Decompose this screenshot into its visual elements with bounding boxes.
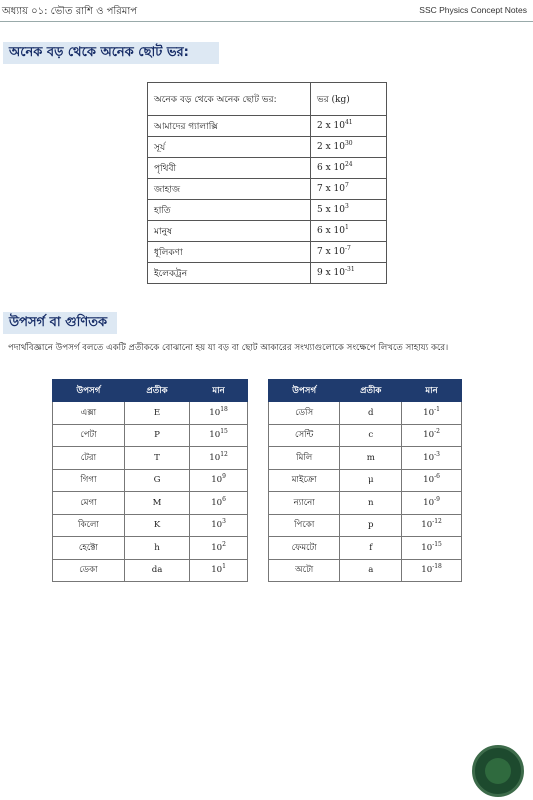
prefix-value-base: 10 — [209, 452, 221, 463]
mass-value-exponent: 1 — [344, 224, 349, 231]
prefix-value — [190, 514, 248, 537]
prefix-value — [402, 492, 462, 515]
mass-value-exponent: -31 — [344, 266, 355, 273]
prefix-symbol: μ — [340, 469, 402, 492]
prefix-symbol: G — [124, 469, 189, 492]
prefix-value-exponent: -2 — [434, 428, 440, 436]
prefix-name: হেক্টো — [53, 537, 125, 560]
prefix-value-exponent: 2 — [222, 540, 226, 548]
prefix-symbol: P — [124, 424, 189, 447]
prefix-value-base: 10 — [211, 520, 223, 531]
prefix-value — [402, 469, 462, 492]
mass-row — [148, 221, 387, 242]
mass-table — [147, 82, 387, 284]
mass-object-name: ইলেকট্রন — [148, 263, 311, 284]
prefix-name: ডেসি — [269, 402, 340, 425]
mass-object-name: মানুষ — [148, 221, 311, 242]
prefix-row — [53, 424, 248, 447]
prefix-value-base: 10 — [209, 430, 221, 441]
prefix-name: সেন্টি — [269, 424, 340, 447]
mass-row — [148, 200, 387, 221]
mass-value-base: 5 x 10 — [317, 205, 345, 215]
prefix-row — [53, 469, 248, 492]
mass-value — [311, 242, 387, 263]
prefix-value-base: 10 — [423, 475, 435, 486]
mass-header-object: অনেক বড় থেকে অনেক ছোট ভর: — [148, 83, 311, 116]
prefix-name: মিলি — [269, 447, 340, 470]
prefix-table-large — [52, 379, 248, 582]
chapter-title: অধ্যায় ০১: ভৌত রাশি ও পরিমাপ — [2, 6, 138, 17]
mass-object-name: পৃথিবী — [148, 158, 311, 179]
prefix-row — [53, 492, 248, 515]
mass-value-exponent: 7 — [344, 182, 349, 189]
prefix-value-exponent: 9 — [222, 473, 226, 481]
prefix-row — [53, 559, 248, 582]
prefix-symbol: T — [124, 447, 189, 470]
mass-value-base: 6 x 10 — [317, 226, 345, 236]
prefix-symbol: E — [124, 402, 189, 425]
logo-inner-circle — [485, 758, 511, 784]
header-divider — [0, 21, 533, 22]
prefix-row — [269, 492, 462, 515]
prefix-value-exponent: 12 — [220, 450, 228, 458]
prefix-value-exponent: -6 — [434, 473, 440, 481]
prefix-value-base: 10 — [421, 565, 433, 576]
mass-row — [148, 158, 387, 179]
page-header — [0, 0, 533, 22]
prefix-value — [402, 537, 462, 560]
prefix-value-base: 10 — [421, 542, 433, 553]
prefix-value-exponent: 1 — [222, 563, 226, 571]
prefix-name: কিলো — [53, 514, 125, 537]
prefix-symbol: da — [124, 559, 189, 582]
prefix-row — [269, 447, 462, 470]
mass-value — [311, 158, 387, 179]
mass-header-unit: ভর (kg) — [311, 83, 387, 116]
prefix-value-exponent: -3 — [434, 450, 440, 458]
prefix-value — [402, 424, 462, 447]
mass-value-base: 6 x 10 — [317, 163, 345, 173]
col-value: মান — [190, 380, 248, 402]
prefix-section-title: উপসর্গ বা গুণিতক — [3, 312, 117, 334]
prefix-value-base: 10 — [209, 407, 221, 418]
prefix-name: ফেমটো — [269, 537, 340, 560]
col-prefix: উপসর্গ — [53, 380, 125, 402]
prefix-value-exponent: -1 — [434, 405, 440, 413]
prefix-row — [53, 537, 248, 560]
prefix-row — [53, 447, 248, 470]
mass-value-base: 9 x 10 — [317, 268, 345, 278]
prefix-row — [269, 469, 462, 492]
mass-value-exponent: 41 — [344, 119, 353, 126]
prefix-value-base: 10 — [423, 430, 435, 441]
mass-value-base: 2 x 10 — [317, 121, 345, 131]
prefix-symbol: n — [340, 492, 402, 515]
prefix-value — [190, 402, 248, 425]
prefix-value-exponent: -12 — [432, 518, 442, 526]
mass-section-title: অনেক বড় থেকে অনেক ছোট ভর: — [3, 42, 219, 64]
mass-row — [148, 242, 387, 263]
prefix-value — [402, 559, 462, 582]
mass-object-name: হাতি — [148, 200, 311, 221]
col-prefix: উপসর্গ — [269, 380, 340, 402]
mass-value — [311, 263, 387, 284]
col-symbol: প্রতীক — [124, 380, 189, 402]
prefix-name: ন্যানো — [269, 492, 340, 515]
mass-row — [148, 137, 387, 158]
mass-value-base: 2 x 10 — [317, 142, 345, 152]
prefix-value — [190, 559, 248, 582]
col-symbol: প্রতীক — [340, 380, 402, 402]
prefix-value-base: 10 — [421, 520, 433, 531]
book-pen-logo-icon — [472, 745, 524, 797]
prefix-table-large-header — [53, 380, 248, 402]
prefix-value-base: 10 — [211, 475, 223, 486]
prefix-value-base: 10 — [423, 407, 435, 418]
prefix-symbol: a — [340, 559, 402, 582]
prefix-symbol: M — [124, 492, 189, 515]
prefix-row — [269, 424, 462, 447]
prefix-value-base: 10 — [211, 497, 223, 508]
mass-object-name: আমাদের গ্যালাক্সি — [148, 116, 311, 137]
prefix-value-exponent: 18 — [220, 405, 228, 413]
prefix-value — [190, 469, 248, 492]
prefix-name: ডেকা — [53, 559, 125, 582]
prefix-row — [269, 514, 462, 537]
prefix-name: এক্সা — [53, 402, 125, 425]
mass-table-header — [148, 83, 387, 116]
mass-value-exponent: 30 — [344, 140, 353, 147]
mass-value — [311, 179, 387, 200]
prefix-value-base: 10 — [423, 452, 435, 463]
mass-value — [311, 116, 387, 137]
prefix-value — [402, 402, 462, 425]
prefix-value-exponent: -18 — [432, 563, 442, 571]
mass-value-exponent: 3 — [344, 203, 349, 210]
prefix-value — [190, 447, 248, 470]
prefix-value-exponent: 6 — [222, 495, 226, 503]
prefix-value-exponent: -9 — [434, 495, 440, 503]
prefix-name: পিকো — [269, 514, 340, 537]
prefix-name: গিগা — [53, 469, 125, 492]
prefix-value — [402, 514, 462, 537]
prefix-value-base: 10 — [211, 565, 223, 576]
prefix-table-small-header — [269, 380, 462, 402]
mass-object-name: ধূলিকণা — [148, 242, 311, 263]
prefix-name: অটো — [269, 559, 340, 582]
prefix-symbol: p — [340, 514, 402, 537]
prefix-value-exponent: 15 — [220, 428, 228, 436]
mass-value-base: 7 x 10 — [317, 247, 345, 257]
prefix-name: পেটা — [53, 424, 125, 447]
mass-row — [148, 263, 387, 284]
prefix-symbol: K — [124, 514, 189, 537]
prefix-symbol: m — [340, 447, 402, 470]
prefix-table-small — [268, 379, 462, 582]
prefix-value — [190, 424, 248, 447]
prefix-value-base: 10 — [423, 497, 435, 508]
mass-row — [148, 116, 387, 137]
prefix-name: টেরা — [53, 447, 125, 470]
prefix-symbol: f — [340, 537, 402, 560]
mass-value — [311, 200, 387, 221]
prefix-value-exponent: -15 — [432, 540, 442, 548]
mass-value-exponent: 24 — [344, 161, 353, 168]
mass-value — [311, 137, 387, 158]
prefix-description: পদার্থবিজ্ঞানে উপসর্গ বলতে একটি প্রতীককে বোঝানো হয় যা বড় বা ছোট আকারের সংখ্যাগুলোকে সংক্ষেপে লিখতে সাহায্য করে। — [8, 343, 449, 353]
prefix-symbol: h — [124, 537, 189, 560]
prefix-row — [269, 402, 462, 425]
prefix-value — [190, 537, 248, 560]
mass-value-exponent: -7 — [344, 245, 351, 252]
prefix-name: মাইক্রো — [269, 469, 340, 492]
mass-value-base: 7 x 10 — [317, 184, 345, 194]
prefix-symbol: d — [340, 402, 402, 425]
prefix-symbol: c — [340, 424, 402, 447]
prefix-row — [53, 402, 248, 425]
mass-object-name: সূর্য — [148, 137, 311, 158]
prefix-value — [402, 447, 462, 470]
col-value: মান — [402, 380, 462, 402]
prefix-name: মেগা — [53, 492, 125, 515]
prefix-row — [269, 559, 462, 582]
mass-value — [311, 221, 387, 242]
mass-object-name: জাহাজ — [148, 179, 311, 200]
prefix-row — [53, 514, 248, 537]
prefix-value — [190, 492, 248, 515]
prefix-row — [269, 537, 462, 560]
prefix-value-exponent: 3 — [222, 518, 226, 526]
mass-row — [148, 179, 387, 200]
notes-title: SSC Physics Concept Notes — [419, 5, 527, 15]
prefix-value-base: 10 — [211, 542, 223, 553]
